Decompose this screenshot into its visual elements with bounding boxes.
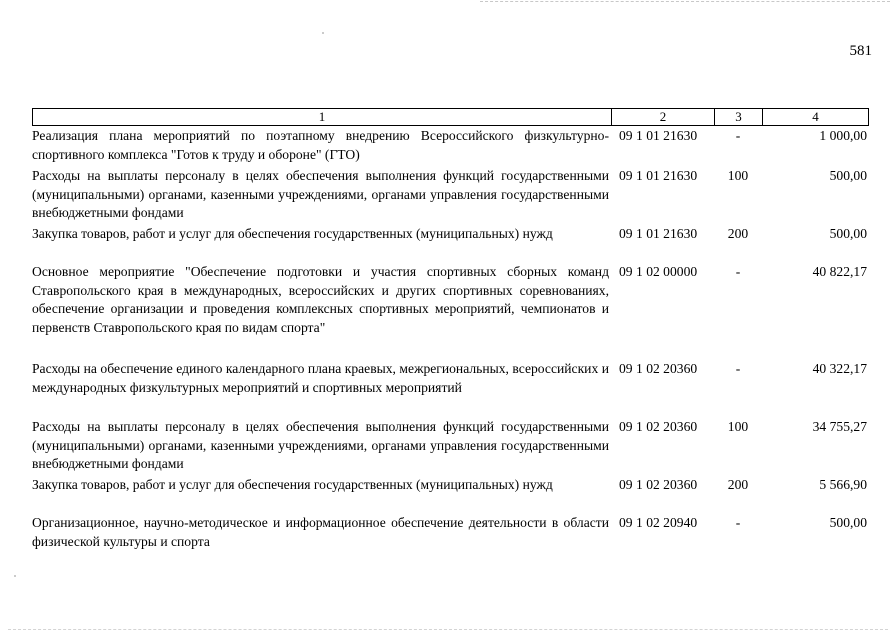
table-header [32, 108, 869, 126]
scan-speck [322, 32, 324, 34]
table-row [32, 514, 869, 551]
row-code: 09 1 02 20360 [619, 419, 698, 434]
row-amount: 500,00 [829, 168, 867, 183]
header-col-3: 3 [715, 109, 763, 125]
row-description: Расходы на выплаты персоналу в целях обеспечения выполнения функций государственными (муниципальными) органами, казенными учреждениями, органами управления государственными внебюджетными фондами [32, 168, 609, 220]
page-number: 581 [849, 43, 872, 59]
table-row [32, 127, 869, 164]
row-code: 09 1 02 20940 [619, 515, 698, 530]
table-row [32, 167, 869, 223]
table-row [32, 418, 869, 474]
row-code: 09 1 02 20360 [619, 477, 698, 492]
header-col-1: 1 [33, 109, 612, 125]
row-code: 09 1 02 20360 [619, 361, 698, 376]
row-expense-type: 200 [727, 226, 749, 241]
row-code: 09 1 01 21630 [619, 128, 698, 143]
row-description: Основное мероприятие "Обеспечение подготовки и участия спортивных сборных команд Ставропольского края в международных, всероссийских и других спортивных соревнованиях, обеспечение организации и проведения комплексных спортивных мероприятий, чемпионатов и первенств Ставропольского края по видам спорта" [32, 264, 609, 335]
row-description: Расходы на выплаты персоналу в целях обеспечения выполнения функций государственными (муниципальными) органами, казенными учреждениями, органами управления государственными внебюджетными фондами [32, 419, 609, 471]
row-description: Организационное, научно-методическое и информационное обеспечение деятельности в области физической культуры и спорта [32, 515, 609, 549]
scan-speck [14, 575, 16, 577]
header-col-4: 4 [812, 109, 819, 124]
scan-edge-bottom [8, 629, 888, 630]
row-amount: 5 566,90 [819, 477, 867, 492]
table-row [32, 225, 869, 244]
header-col-2: 2 [612, 109, 715, 125]
row-description: Расходы на обеспечение единого календарного плана краевых, межрегиональных, всероссийских и международных физкультурных мероприятий и спортивных мероприятий [32, 361, 609, 395]
row-amount: 40 822,17 [812, 264, 867, 279]
row-expense-type: 100 [727, 419, 749, 434]
row-expense-type: - [735, 515, 741, 530]
row-expense-type: 200 [727, 477, 749, 492]
row-description: Закупка товаров, работ и услуг для обеспечения государственных (муниципальных) нужд [32, 226, 553, 241]
row-amount: 34 755,27 [812, 419, 867, 434]
row-expense-type: - [735, 128, 741, 143]
row-description: Закупка товаров, работ и услуг для обеспечения государственных (муниципальных) нужд [32, 477, 553, 492]
row-code: 09 1 01 21630 [619, 226, 698, 241]
table-row [32, 476, 869, 495]
row-code: 09 1 01 21630 [619, 168, 698, 183]
row-expense-type: 100 [727, 168, 749, 183]
row-amount: 500,00 [829, 515, 867, 530]
row-amount: 1 000,00 [819, 128, 867, 143]
table-row [32, 263, 869, 337]
row-expense-type: - [735, 361, 741, 376]
row-expense-type: - [735, 264, 741, 279]
row-amount: 40 322,17 [812, 361, 867, 376]
row-description: Реализация плана мероприятий по поэтапному внедрению Всероссийского физкультурно-спортивного комплекса "Готов к труду и обороне" (ГТО) [32, 128, 609, 162]
table-row [32, 360, 869, 397]
row-code: 09 1 02 00000 [619, 264, 698, 279]
row-amount: 500,00 [829, 226, 867, 241]
scan-edge-top [480, 1, 890, 2]
